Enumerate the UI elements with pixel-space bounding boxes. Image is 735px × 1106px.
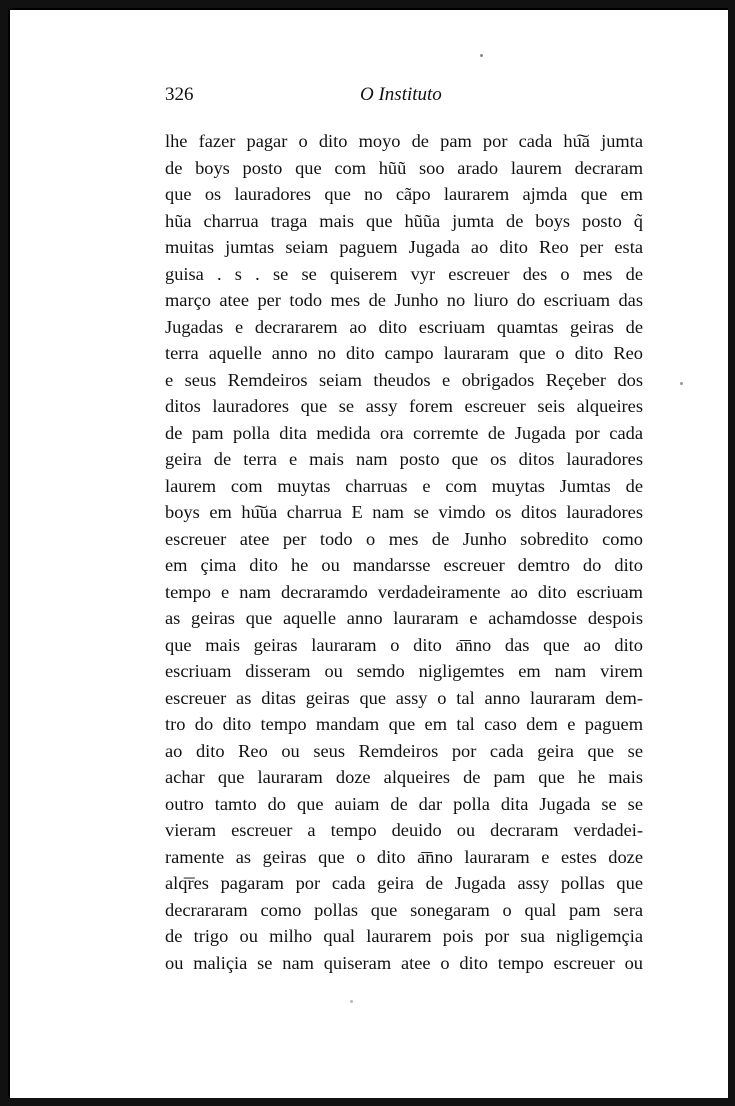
text-line: lhe fazer pagar o dito moyo de pam por cada hu͠a jumta [165, 131, 643, 151]
running-title: O Instituto [360, 84, 442, 105]
text-line: que mais geiras lauraram o dito a͞nno das que ao dito [165, 634, 643, 655]
text-line: ou maliçia se nam quiseram atee o dito tempo escreuer ou [165, 952, 643, 973]
page-header [165, 84, 483, 110]
text-line: boys em hu͠ua charrua E nam se vimdo os ditos lauradores [165, 502, 643, 522]
text-line: guisa . s . se se quiserem vyr escreuer des o mes de [165, 263, 643, 284]
page-number: 326 [165, 84, 194, 105]
paper-speck [480, 54, 483, 57]
text-line: Jugadas e decrararem ao dito escriuam quamtas geiras de [165, 316, 643, 337]
text-line: geira de terra e mais nam posto que os ditos lauradores [165, 449, 643, 469]
document-page [8, 8, 728, 1098]
text-line: e seus Remdeiros seiam theudos e obrigados Reçeber dos [165, 369, 643, 390]
text-line: hũa charrua traga mais que hũũa jumta de boys posto q̃ [165, 210, 643, 231]
text-line: de trigo ou milho qual laurarem pois por sua nigligemçia [165, 926, 643, 946]
text-line: vieram escreuer a tempo deuido ou decraram verdadei- [165, 820, 643, 840]
text-line: março atee per todo mes de Junho no liuro do escriuam das [165, 290, 643, 310]
text-line: muitas jumtas seiam paguem Jugada ao dito Reo per esta [165, 237, 643, 257]
text-line: decrararam como pollas que sonegaram o qual pam sera [165, 899, 643, 920]
text-line: outro tamto do que auiam de dar polla dita Jugada se se [165, 793, 643, 814]
text-line: em çima dito he ou mandarsse escreuer demtro do dito [165, 555, 643, 575]
text-line: escriuam disseram ou semdo nigligemtes em nam virem [165, 661, 643, 681]
text-line: que os lauradores que no cãpo laurarem ajmda que em [165, 184, 643, 204]
body-text [165, 128, 643, 976]
paper-speck [680, 382, 683, 385]
text-line: laurem com muytas charruas e com muytas Jumtas de [165, 475, 643, 496]
text-line: achar que lauraram doze alqueires de pam que he mais [165, 767, 643, 787]
text-line: escreuer as ditas geiras que assy o tal anno lauraram dem- [165, 687, 643, 708]
text-line: de boys posto que com hũũ soo arado laurem decraram [165, 157, 643, 178]
text-line: ramente as geiras que o dito a͞nno lauraram e estes doze [165, 846, 643, 867]
text-line: ao dito Reo ou seus Remdeiros por cada geira que se [165, 740, 643, 761]
text-line: ditos lauradores que se assy forem escreuer seis alqueires [165, 396, 643, 416]
text-line: tro do dito tempo mandam que em tal caso dem e paguem [165, 714, 643, 734]
text-line: terra aquelle anno no dito campo lauraram que o dito Reo [165, 343, 643, 363]
text-line: alq͞res pagaram por cada geira de Jugada assy pollas que [165, 873, 643, 893]
text-line: escreuer atee per todo o mes de Junho sobredito como [165, 528, 643, 549]
text-line: tempo e nam decraramdo verdadeiramente ao dito escriuam [165, 581, 643, 602]
paper-speck [350, 1000, 353, 1003]
text-line: de pam polla dita medida ora corremte de Jugada por cada [165, 422, 643, 443]
text-line: as geiras que aquelle anno lauraram e achamdosse despois [165, 608, 643, 628]
